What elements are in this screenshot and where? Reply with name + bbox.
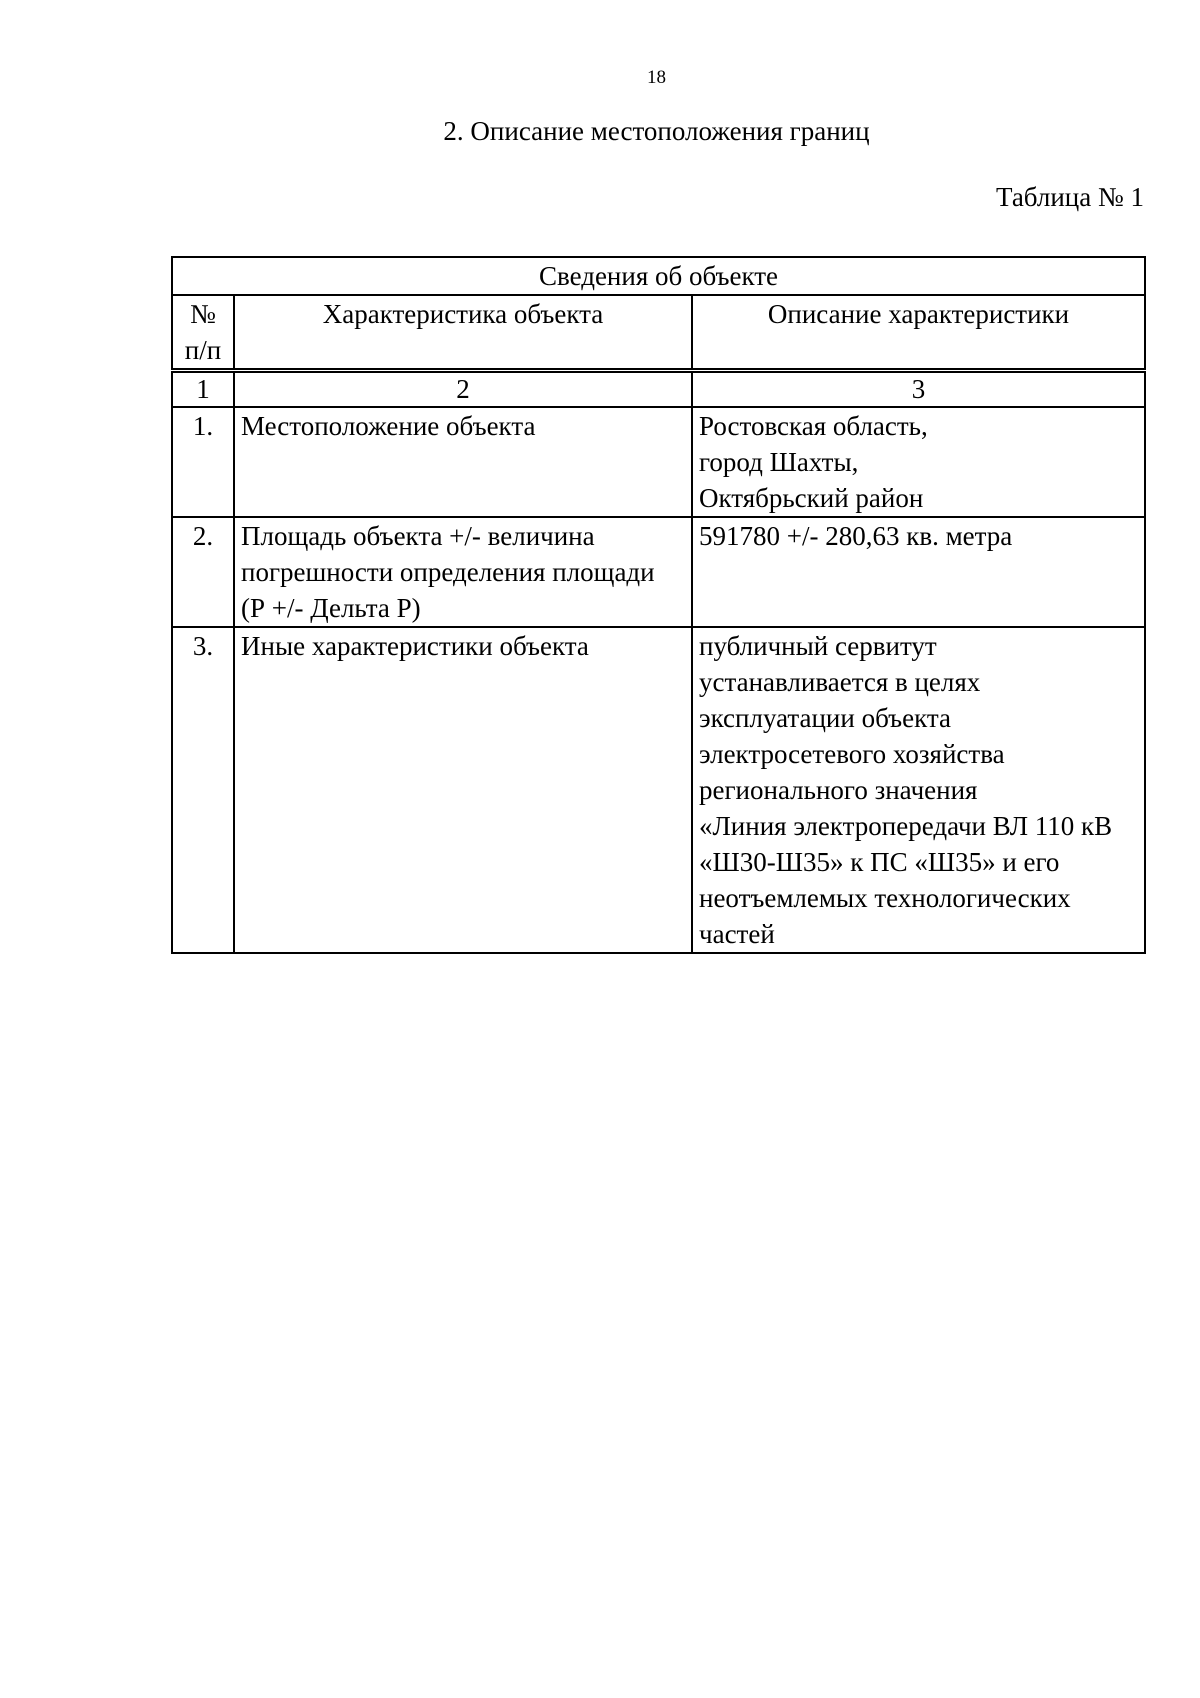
text-line: Площадь объекта +/- величина [241, 521, 595, 551]
header-num-line1: № [190, 299, 216, 329]
text-line: частей [699, 919, 775, 949]
text-line: Местоположение объекта [241, 411, 536, 441]
header-num [172, 295, 234, 371]
table-title-row [172, 257, 1145, 295]
row-characteristic [234, 627, 692, 953]
text-line: город Шахты, [699, 447, 859, 477]
column-number: 1 [172, 371, 234, 408]
row-num: 3. [172, 627, 234, 953]
header-characteristic: Характеристика объекта [234, 295, 692, 371]
text-line: (Р +/- Дельта Р) [241, 593, 421, 623]
text-line: эксплуатации объекта [699, 703, 951, 733]
column-number: 2 [234, 371, 692, 408]
table-caption: Таблица № 1 [996, 182, 1144, 212]
row-characteristic [234, 407, 692, 517]
table-row [172, 627, 1145, 953]
column-number-row [172, 371, 1145, 408]
header-num-line2: п/п [184, 335, 222, 365]
header-description: Описание характеристики [692, 295, 1145, 371]
table-header-row [172, 295, 1145, 371]
row-description [692, 407, 1145, 517]
row-num: 1. [172, 407, 234, 517]
table-title: Сведения об объекте [172, 257, 1145, 295]
text-line: погрешности определения площади [241, 557, 655, 587]
text-line: неотъемлемых технологических [699, 883, 1071, 913]
section-title: 2. Описание местоположения границ [443, 116, 870, 146]
text-line: публичный сервитут [699, 631, 937, 661]
text-line: устанавливается в целях [699, 667, 981, 697]
text-line: «Ш30-Ш35» к ПС «Ш35» и его [699, 847, 1060, 877]
text-line: регионального значения [699, 775, 978, 805]
table-row [172, 407, 1145, 517]
table-row [172, 517, 1145, 627]
row-characteristic [234, 517, 692, 627]
object-info-table [171, 256, 1146, 954]
text-line: Октябрьский район [699, 483, 924, 513]
text-line: электросетевого хозяйства [699, 739, 1005, 769]
text-line: Иные характеристики объекта [241, 631, 589, 661]
page-number: 18 [647, 67, 666, 88]
text-line: 591780 +/- 280,63 кв. метра [699, 521, 1013, 551]
row-num: 2. [172, 517, 234, 627]
row-description [692, 517, 1145, 627]
row-description [692, 627, 1145, 953]
column-number: 3 [692, 371, 1145, 408]
text-line: «Линия электропередачи ВЛ 110 кВ [699, 811, 1113, 841]
text-line: Ростовская область, [699, 411, 928, 441]
